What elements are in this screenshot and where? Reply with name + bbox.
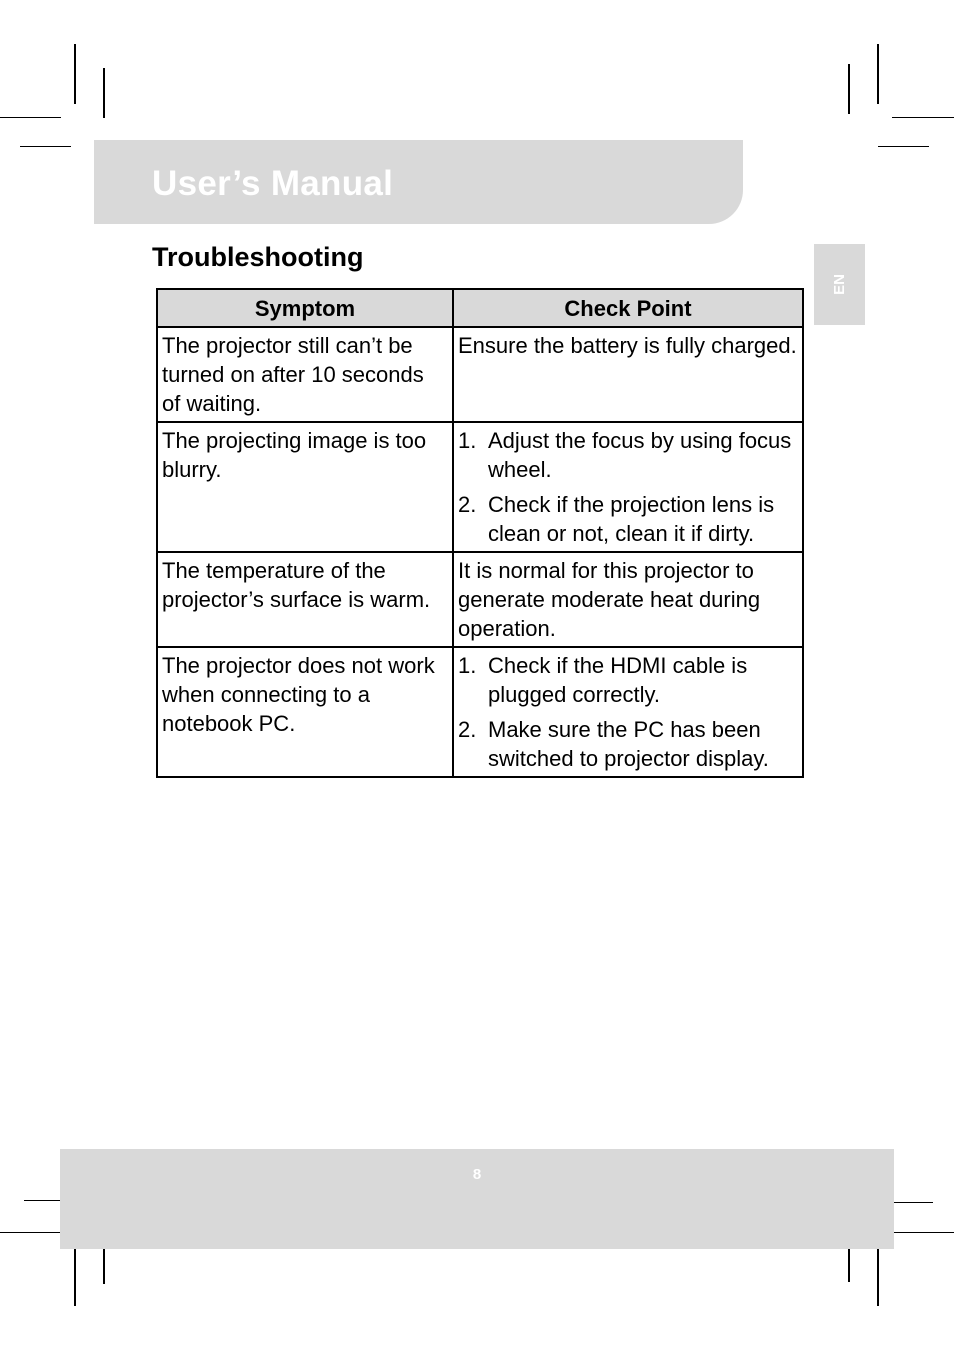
page-number: 8: [472, 1166, 482, 1183]
column-header-symptom: Symptom: [157, 289, 453, 327]
crop-mark: [74, 1249, 76, 1306]
column-header-check-point: Check Point: [453, 289, 803, 327]
step-text: Check if the projection lens is clean or not, clean it if dirty.: [488, 492, 775, 546]
step-text: Adjust the focus by using focus wheel.: [488, 428, 792, 482]
check-point-text: Ensure the battery is fully charged.: [458, 333, 797, 358]
check-point-text: It is normal for this projector to generate moderate heat during operation.: [458, 558, 761, 641]
table-row: [157, 647, 803, 777]
manual-title: User’s Manual: [152, 164, 394, 203]
footer-band: [60, 1149, 894, 1249]
check-point-cell: [453, 422, 803, 552]
language-tab: [814, 244, 865, 325]
crop-mark: [24, 1200, 60, 1201]
check-point-cell: [453, 552, 803, 647]
step-text: Make sure the PC has been switched to projector display.: [488, 717, 769, 771]
symptom-cell: [157, 327, 453, 422]
symptom-text: The projector still can’t be turned on after 10 seconds of waiting.: [162, 333, 424, 416]
crop-mark: [894, 1232, 954, 1233]
crop-mark: [877, 1249, 879, 1306]
check-point-cell: [453, 647, 803, 777]
section-heading: Troubleshooting: [152, 242, 364, 272]
crop-mark: [0, 1232, 60, 1233]
symptom-text: The projecting image is too blurry.: [162, 428, 427, 482]
check-step: [458, 426, 798, 484]
table-row: [157, 327, 803, 422]
crop-mark: [892, 117, 954, 118]
symptom-text: The temperature of the projector’s surface is warm.: [162, 558, 431, 612]
crop-mark: [0, 117, 61, 118]
step-number: 2.: [458, 717, 477, 742]
step-number: 1.: [458, 653, 477, 678]
crop-mark: [848, 1249, 850, 1282]
crop-mark: [894, 1202, 933, 1203]
table-row: [157, 422, 803, 552]
crop-mark: [74, 44, 76, 104]
symptom-cell: [157, 422, 453, 552]
step-number: 2.: [458, 492, 477, 517]
table-header-row: [157, 289, 803, 327]
step-number: 1.: [458, 428, 477, 453]
crop-mark: [848, 64, 850, 114]
language-label: EN: [831, 274, 848, 295]
step-text: Check if the HDMI cable is plugged correctly.: [488, 653, 748, 707]
crop-mark: [878, 146, 929, 147]
troubleshooting-table: [156, 288, 804, 778]
check-point-cell: [453, 327, 803, 422]
check-step: [458, 715, 798, 773]
check-step: [458, 651, 798, 709]
table-row: [157, 552, 803, 647]
crop-mark: [877, 44, 879, 104]
crop-mark: [20, 146, 71, 147]
symptom-cell: [157, 552, 453, 647]
crop-mark: [103, 1249, 105, 1284]
crop-mark: [103, 68, 105, 118]
symptom-text: The projector does not work when connecting to a notebook PC.: [162, 653, 435, 736]
symptom-cell: [157, 647, 453, 777]
check-step: [458, 490, 798, 548]
